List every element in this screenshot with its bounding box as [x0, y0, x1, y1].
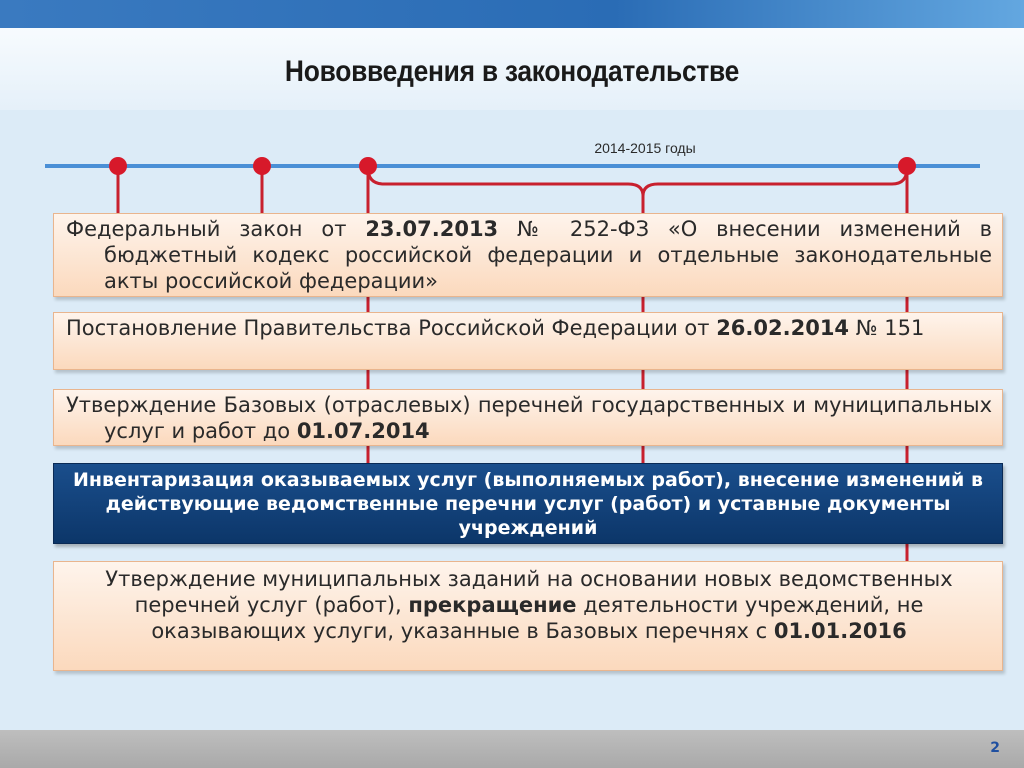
law-text [66, 216, 992, 294]
inventory-box [53, 463, 1003, 544]
timeline-marker-1 [109, 157, 127, 175]
municipal-tasks-text-middle: деятельности учреждений, не оказывающих услуги, указанные в Базовых перечнях с [151, 593, 924, 643]
period-label: 2014-2015 годы [594, 140, 696, 156]
municipal-tasks-text [66, 566, 992, 644]
termination-word: прекращение [408, 593, 577, 617]
resolution-date: 26.02.2014 [716, 316, 850, 340]
period-brace [368, 168, 907, 196]
municipal-tasks-text-prefix: Утверждение муниципальных заданий на основании новых ведомственных перечней услуг (работ), [105, 567, 953, 617]
law-box [53, 213, 1003, 297]
resolution-text [66, 315, 992, 341]
law-date: 23.07.2013 [365, 217, 499, 241]
municipal-tasks-box [53, 561, 1003, 671]
resolution-box [53, 312, 1003, 370]
base-lists-box [53, 389, 1003, 446]
law-text-prefix: Федеральный закон от [66, 217, 366, 241]
bottom-bar [0, 730, 1024, 768]
slide-title: Нововведения в законодательстве [284, 55, 740, 88]
base-lists-text-prefix: Утверждение Базовых (отраслевых) перечней государственных и муниципальных услуг и работ до [66, 393, 992, 443]
resolution-text-prefix: Постановление Правительства Российской Федерации от [66, 316, 717, 340]
base-lists-text [66, 392, 992, 444]
timeline-marker-2 [253, 157, 271, 175]
timeline-marker-4 [898, 157, 916, 175]
timeline-marker-3 [359, 157, 377, 175]
law-text-suffix: № 252-ФЗ «О внесении изменений в бюджетный кодекс российской федерации и отдельные законодательные акты российской федерации» [104, 217, 992, 293]
inventory-text: Инвентаризация оказываемых услуг (выполняемых работ), внесение изменений в действующие ведомственные перечни услуг (работ) и уставные документы учреждений [72, 469, 984, 539]
resolution-text-suffix: № 151 [849, 316, 925, 340]
municipal-tasks-date: 01.01.2016 [773, 619, 907, 643]
page-number: 2 [990, 740, 1000, 756]
base-lists-date: 01.07.2014 [296, 419, 430, 443]
